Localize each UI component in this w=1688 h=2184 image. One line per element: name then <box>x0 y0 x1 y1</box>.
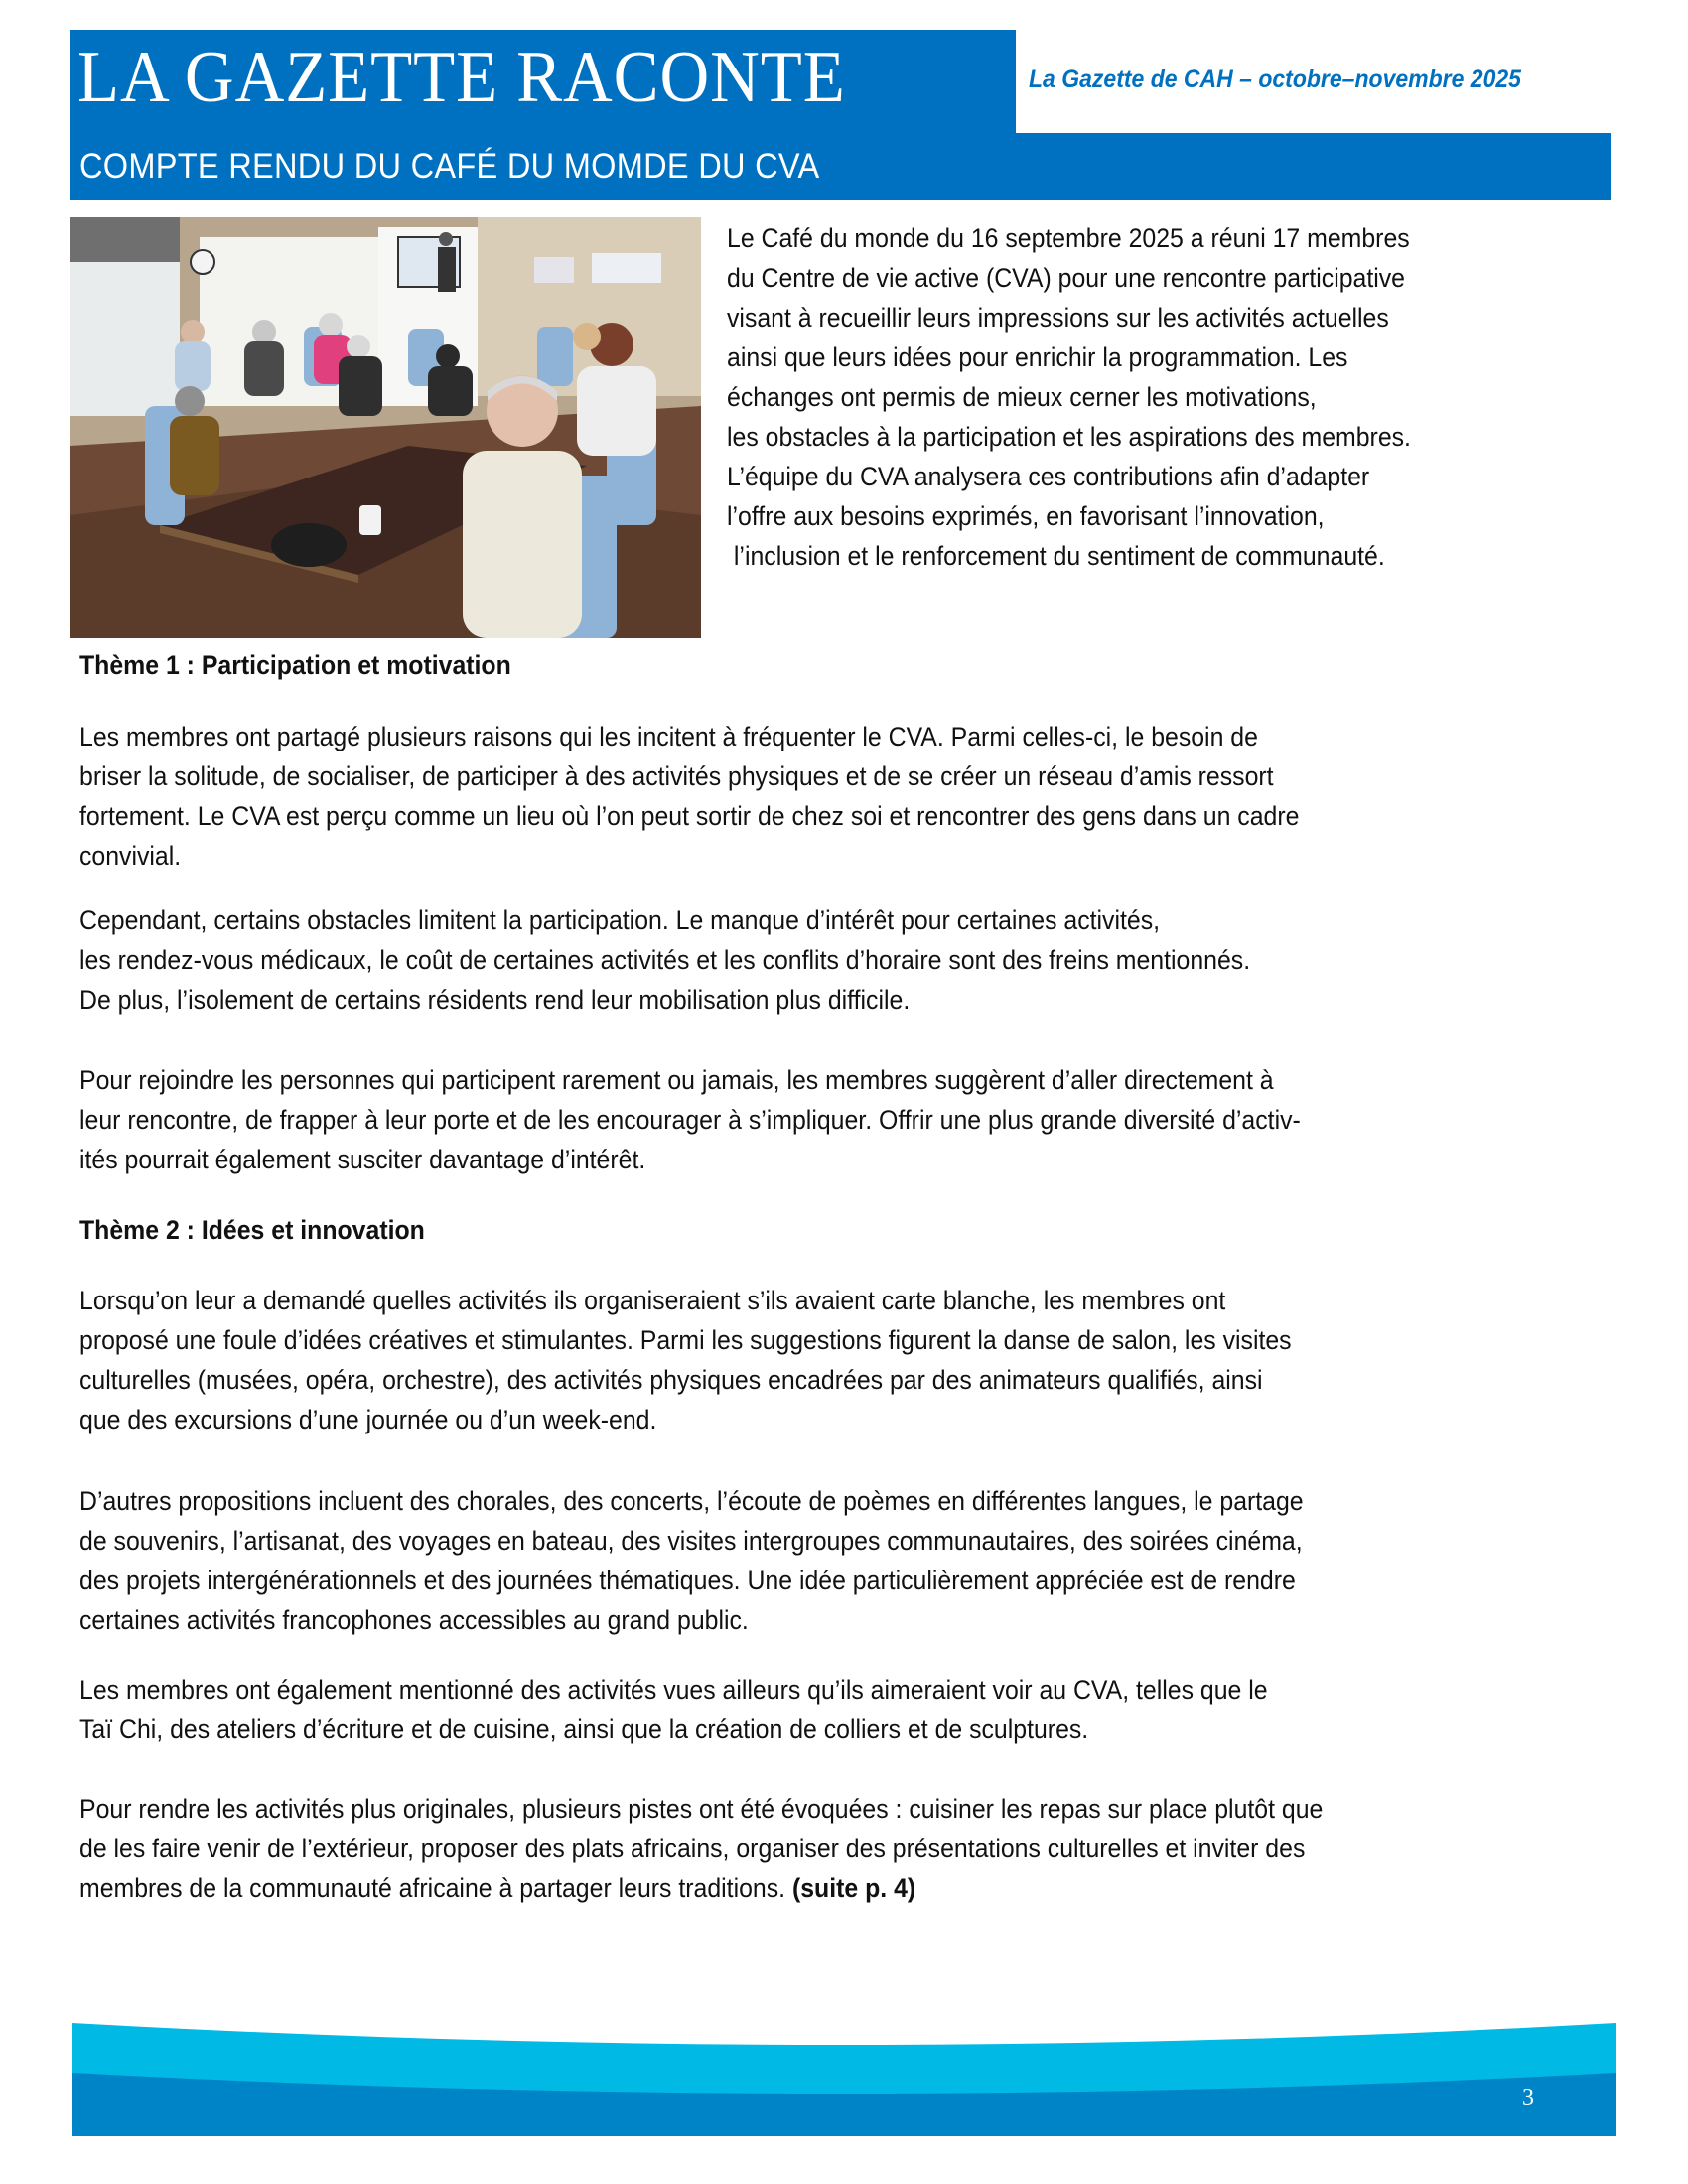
paragraph-line: Cependant, certains obstacles limitent la participation. Le manque d’intérêt pour certaines activités, <box>79 905 1161 935</box>
intro-line: du Centre de vie active (CVA) pour une rencontre participative <box>727 263 1405 293</box>
paragraph-line: Lorsqu’on leur a demandé quelles activités ils organiseraient s’ils avaient carte blanche, les membres ont <box>79 1286 1226 1315</box>
intro-line: Le Café du monde du 16 septembre 2025 a réuni 17 membres <box>727 223 1410 253</box>
theme1-heading: Thème 1 : Participation et motivation <box>79 650 511 680</box>
intro-line: visant à recueillir leurs impressions sur les activités actuelles <box>727 303 1389 333</box>
paragraph-line: des projets intergénérationnels et des journées thématiques. Une idée particulièrement appréciée est de rendre <box>79 1566 1296 1595</box>
paragraph-line: proposé une foule d’idées créatives et stimulantes. Parmi les suggestions figurent la danse de salon, les visites <box>79 1325 1292 1355</box>
paragraph-line: Les membres ont également mentionné des activités vues ailleurs qu’ils aimeraient voir au CVA, telles que le <box>79 1675 1268 1705</box>
paragraph-line: Taï Chi, des ateliers d’écriture et de cuisine, ainsi que la création de colliers et de sculptures. <box>79 1714 1089 1744</box>
paragraph-line: De plus, l’isolement de certains résidents rend leur mobilisation plus difficile. <box>79 985 911 1015</box>
event-photo <box>70 217 701 638</box>
theme2-heading: Thème 2 : Idées et innovation <box>79 1215 425 1245</box>
paragraph-line: les rendez-vous médicaux, le coût de certaines activités et les conflits d’horaire sont des freins mentionnés. <box>79 945 1251 975</box>
paragraph-line: Les membres ont partagé plusieurs raisons qui les incitent à fréquenter le CVA. Parmi celles-ci, le besoin de <box>79 722 1258 751</box>
page-number: 3 <box>1522 2085 1534 2111</box>
paragraph-line: convivial. <box>79 841 182 871</box>
theme1-paragraph-3 <box>79 1060 1301 1179</box>
intro-line: L’équipe du CVA analysera ces contributions afin d’adapter <box>727 462 1370 491</box>
paragraph-line: Pour rejoindre les personnes qui participent rarement ou jamais, les membres suggèrent d’aller directement à <box>79 1065 1274 1095</box>
theme2-paragraph-1 <box>79 1281 1292 1439</box>
paragraph-line: de les faire venir de l’extérieur, proposer des plats africains, organiser des présentations culturelles et inviter des <box>79 1834 1306 1863</box>
paragraph-line: certaines activités francophones accessibles au grand public. <box>79 1605 749 1635</box>
continuation-link[interactable]: (suite p. 4) <box>791 1873 916 1903</box>
paragraph-line: culturelles (musées, opéra, orchestre), des activités physiques encadrées par des animateurs qualifiés, ainsi <box>79 1365 1263 1395</box>
paragraph-line: que des excursions d’une journée ou d’un week-end. <box>79 1405 657 1434</box>
paragraph-line: briser la solitude, de socialiser, de participer à des activités physiques et de se créer un réseau d’amis ressort <box>79 761 1274 791</box>
intro-line: échanges ont permis de mieux cerner les motivations, <box>727 382 1317 412</box>
theme2-paragraph-3 <box>79 1670 1268 1749</box>
paragraph-line <box>79 1868 1323 1908</box>
intro-line: ainsi que leurs idées pour enrichir la programmation. Les <box>727 342 1348 372</box>
footer-wave <box>72 2015 1616 2136</box>
article-title: COMPTE RENDU DU CAFÉ DU MOMDE DU CVA <box>79 147 820 186</box>
paragraph-line-text: membres de la communauté africaine à partager leurs traditions. <box>79 1873 792 1903</box>
intro-line: l’offre aux besoins exprimés, en favorisant l’innovation, <box>727 501 1325 531</box>
theme1-paragraph-1 <box>79 717 1299 876</box>
intro-line: l’inclusion et le renforcement du sentiment de communauté. <box>727 541 1385 571</box>
paragraph-line: D’autres propositions incluent des chorales, des concerts, l’écoute de poèmes en différentes langues, le partage <box>79 1486 1304 1516</box>
masthead-title: LA GAZETTE RACONTE <box>77 37 846 118</box>
paragraph-line: Pour rendre les activités plus originales, plusieurs pistes ont été évoquées : cuisiner les repas sur place plutôt que <box>79 1794 1324 1824</box>
paragraph-line: ités pourrait également susciter davantage d’intérêt. <box>79 1145 646 1174</box>
paragraph-line: fortement. Le CVA est perçu comme un lieu où l’on peut sortir de chez soi et rencontrer des gens dans un cadre <box>79 801 1300 831</box>
intro-line: les obstacles à la participation et les aspirations des membres. <box>727 422 1411 452</box>
intro-paragraph <box>727 218 1411 576</box>
paragraph-line: leur rencontre, de frapper à leur porte et de les encourager à s’impliquer. Offrir une plus grande diversité d’activ- <box>79 1105 1301 1135</box>
theme1-paragraph-2 <box>79 900 1250 1020</box>
theme2-paragraph-4 <box>79 1789 1323 1908</box>
theme2-paragraph-2 <box>79 1481 1304 1640</box>
issue-line: La Gazette de CAH – octobre–novembre 2025 <box>1029 66 1521 93</box>
paragraph-line: de souvenirs, l’artisanat, des voyages en bateau, des visites intergroupes communautaires, des soirées cinéma, <box>79 1526 1303 1556</box>
